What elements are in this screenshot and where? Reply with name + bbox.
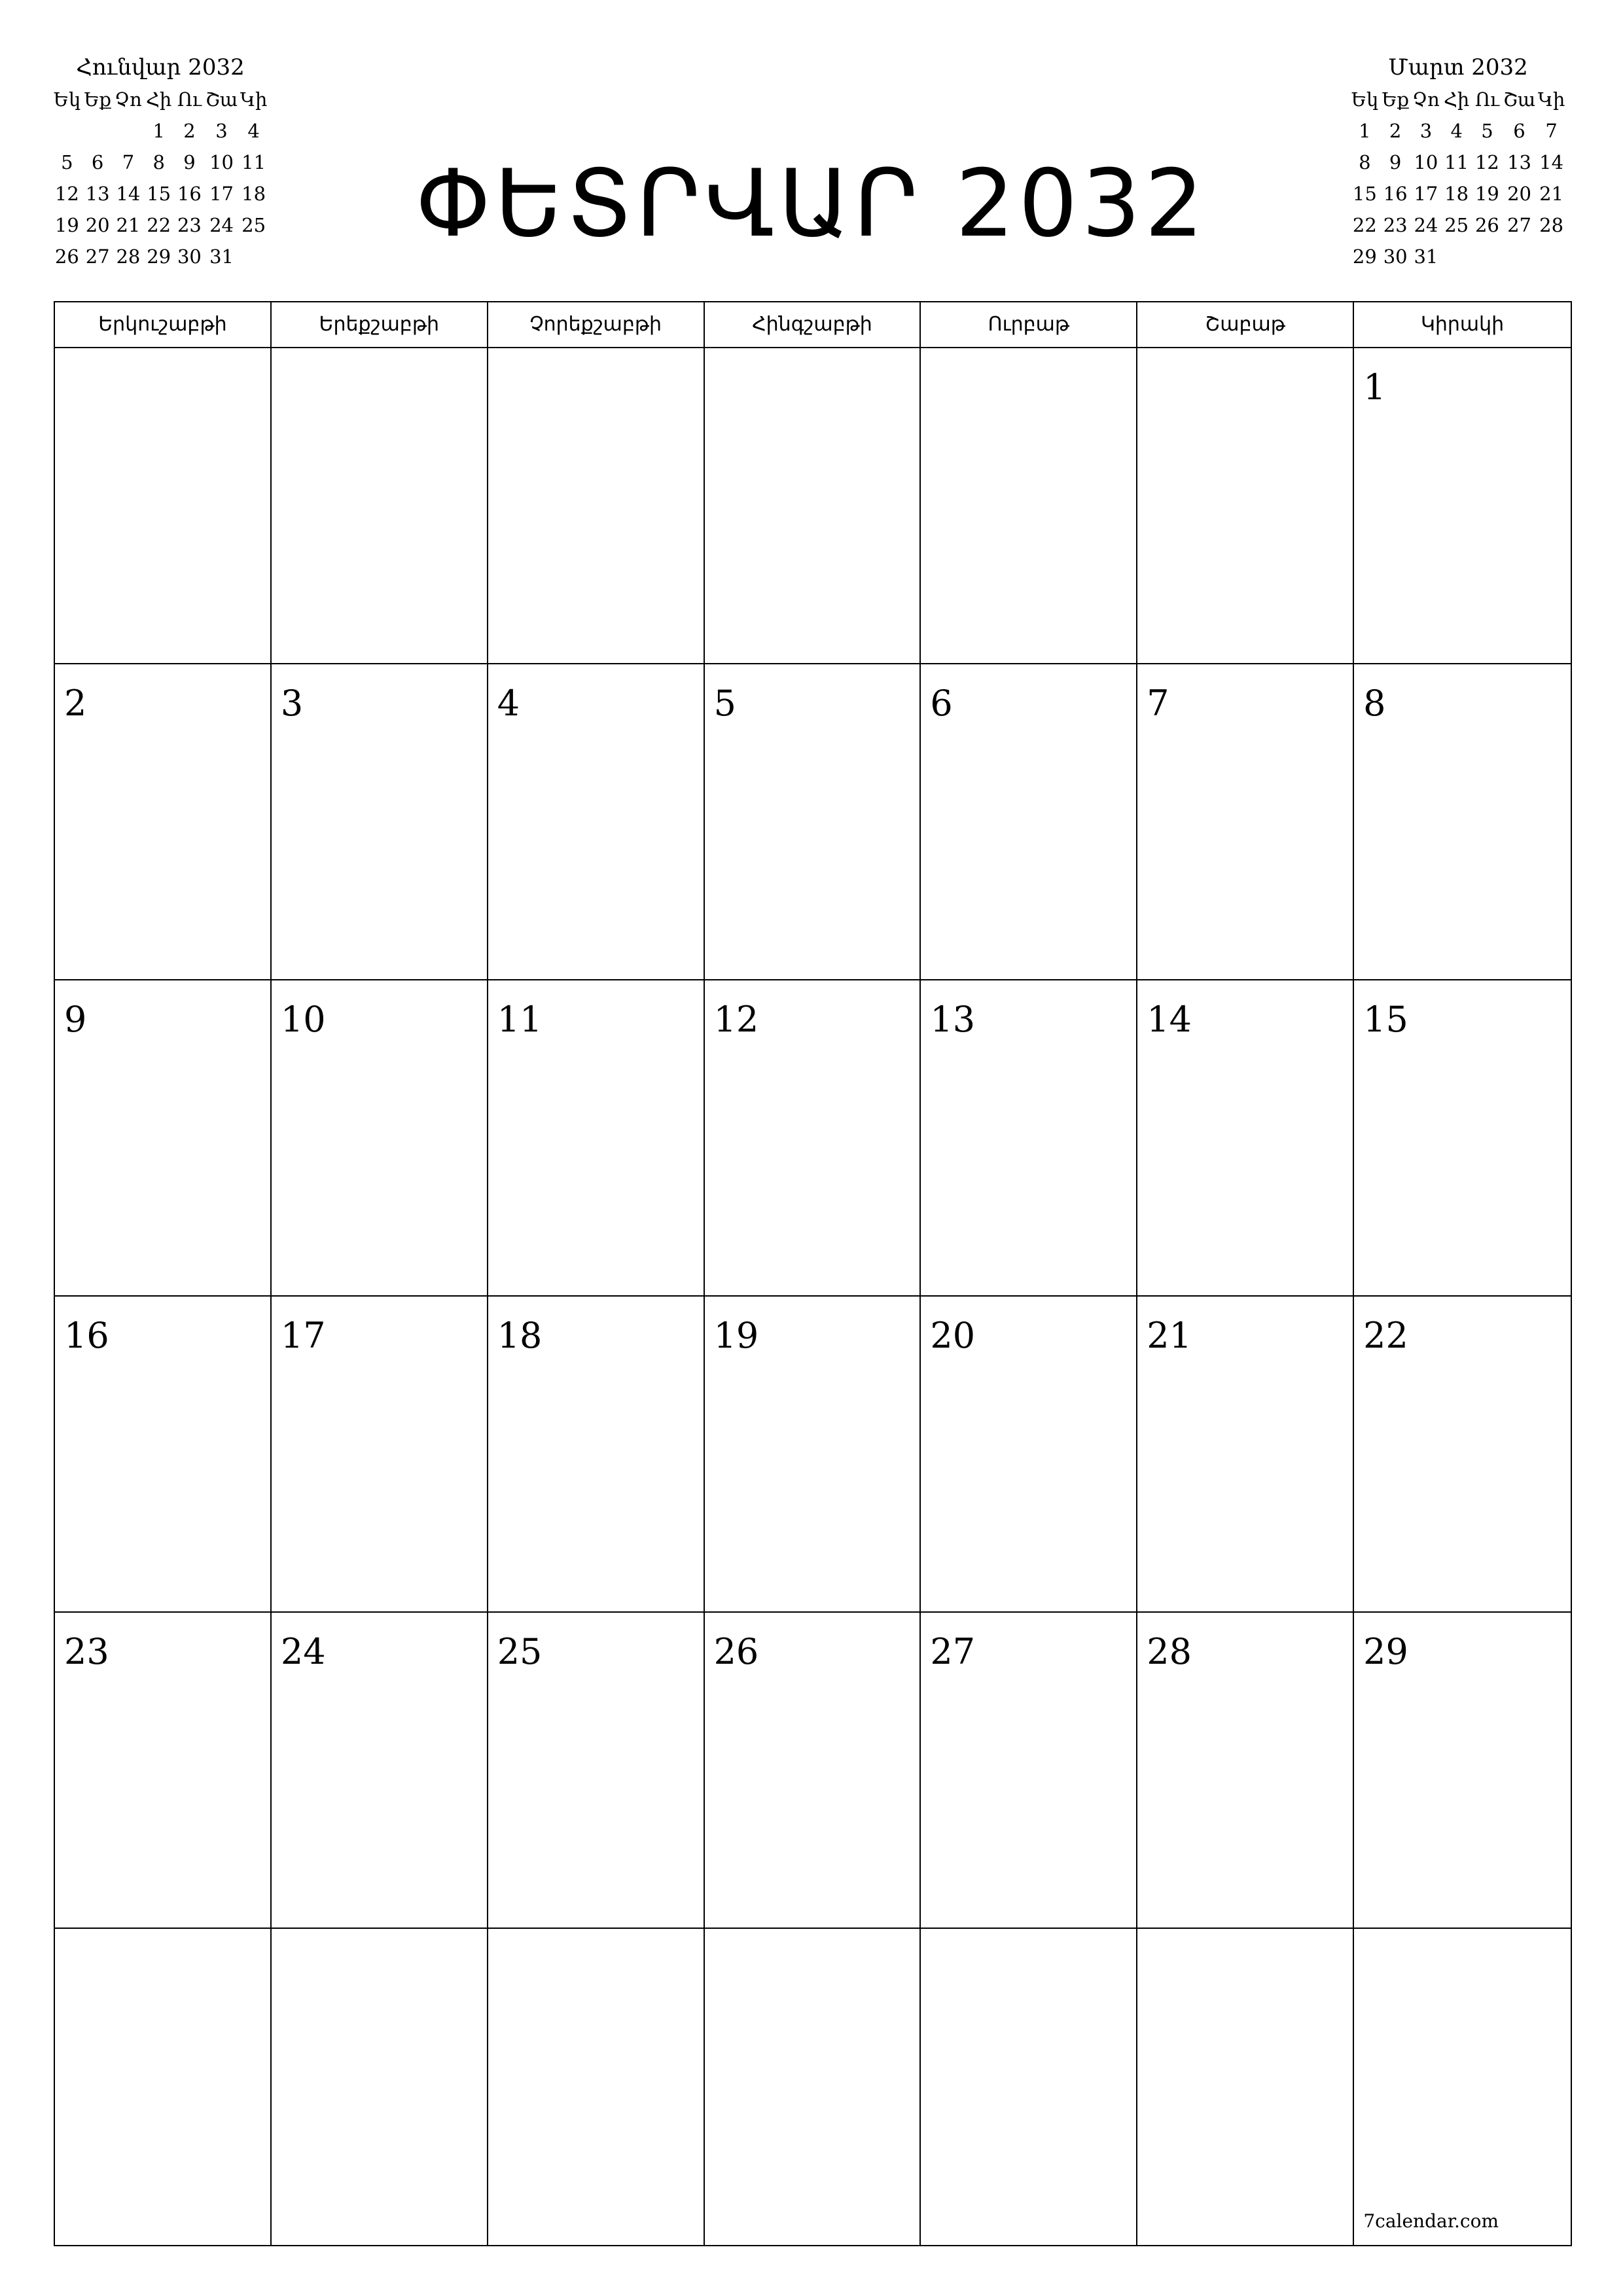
day-number: 6	[930, 683, 953, 724]
day-cell[interactable]	[488, 664, 705, 980]
mini-day: 17	[209, 183, 234, 205]
mini-day: 14	[1539, 151, 1564, 173]
day-number: 25	[497, 1631, 543, 1672]
day-number: 5	[713, 683, 736, 724]
mini-weekday-label: Չո	[114, 88, 142, 111]
day-cell[interactable]	[921, 1613, 1137, 1929]
day-number: 29	[1363, 1631, 1408, 1672]
mini-day: 3	[215, 120, 228, 142]
day-cell[interactable]	[1354, 1929, 1571, 2245]
day-number: 11	[497, 999, 543, 1040]
weekday-header: Երեքշաբթի	[272, 302, 488, 347]
day-number: 17	[280, 1315, 326, 1356]
day-number: 1	[1363, 367, 1386, 408]
mini-day: 27	[85, 245, 110, 268]
page-title: ՓԵՏՐՎԱՐ 2032	[415, 150, 1208, 258]
day-cell[interactable]	[921, 348, 1137, 664]
day-cell[interactable]	[1137, 1929, 1354, 2245]
mini-calendar-grid	[52, 84, 268, 272]
mini-weekday-label: Հի	[146, 88, 172, 111]
day-cell[interactable]	[1137, 664, 1354, 980]
day-cell[interactable]	[705, 348, 921, 664]
day-cell[interactable]	[921, 664, 1137, 980]
day-number: 28	[1147, 1631, 1192, 1672]
day-number: 18	[497, 1315, 543, 1356]
mini-day: 2	[183, 120, 196, 142]
mini-day: 1	[1359, 120, 1371, 142]
mini-day	[83, 115, 113, 147]
mini-day: 22	[1352, 214, 1377, 236]
mini-day: 5	[61, 151, 73, 173]
mini-day: 5	[1481, 120, 1493, 142]
weekday-header: Ուրբաթ	[921, 302, 1137, 347]
mini-day	[1472, 241, 1502, 272]
mini-day: 31	[1414, 245, 1438, 268]
day-cell[interactable]	[1354, 664, 1571, 980]
day-number: 21	[1147, 1315, 1192, 1356]
mini-day: 18	[1444, 183, 1469, 205]
day-number: 2	[64, 683, 87, 724]
day-cell[interactable]	[705, 1297, 921, 1613]
mini-day: 13	[85, 183, 110, 205]
day-grid	[55, 348, 1571, 2245]
day-number: 20	[930, 1315, 976, 1356]
day-number: 3	[280, 683, 304, 724]
mini-weekday-label: Շա	[205, 88, 238, 111]
day-number: 24	[280, 1631, 326, 1672]
mini-day: 29	[147, 245, 171, 268]
mini-day: 9	[1389, 151, 1402, 173]
mini-day: 30	[177, 245, 202, 268]
mini-day: 27	[1507, 214, 1531, 236]
day-number: 12	[713, 999, 759, 1040]
day-cell[interactable]	[1354, 1297, 1571, 1613]
mini-day: 26	[54, 245, 79, 268]
mini-day: 25	[1444, 214, 1469, 236]
mini-day: 6	[91, 151, 104, 173]
mini-day: 7	[1545, 120, 1558, 142]
mini-calendar-title: Մարտ 2032	[1388, 54, 1528, 81]
mini-day	[1537, 241, 1566, 272]
mini-day: 23	[1383, 214, 1408, 236]
day-cell[interactable]	[488, 348, 705, 664]
mini-calendar-previous	[52, 51, 268, 272]
mini-day: 16	[1383, 183, 1408, 205]
mini-calendar-grid	[1350, 84, 1566, 272]
day-cell[interactable]	[1137, 348, 1354, 664]
mini-day	[1442, 241, 1471, 272]
brand-label: 7calendar.com	[1363, 2210, 1499, 2232]
mini-day: 20	[1507, 183, 1531, 205]
mini-day: 15	[147, 183, 171, 205]
day-cell[interactable]	[705, 980, 921, 1297]
mini-day: 14	[116, 183, 141, 205]
mini-day: 22	[147, 214, 171, 236]
month-grid	[54, 301, 1572, 2246]
mini-day: 7	[122, 151, 135, 173]
day-cell[interactable]	[1354, 348, 1571, 664]
mini-day: 4	[247, 120, 260, 142]
day-cell[interactable]	[488, 980, 705, 1297]
day-cell[interactable]	[488, 1613, 705, 1929]
mini-day: 2	[1389, 120, 1402, 142]
day-cell[interactable]	[705, 1613, 921, 1929]
mini-day: 11	[241, 151, 266, 173]
mini-day: 24	[209, 214, 234, 236]
mini-day: 6	[1513, 120, 1525, 142]
mini-day: 28	[116, 245, 141, 268]
day-cell[interactable]	[55, 1613, 272, 1929]
day-number: 23	[64, 1631, 109, 1672]
mini-weekday-label: Չո	[1412, 88, 1440, 111]
mini-day: 28	[1539, 214, 1564, 236]
day-cell[interactable]	[705, 664, 921, 980]
day-cell[interactable]	[1354, 980, 1571, 1297]
mini-day: 21	[1539, 183, 1564, 205]
day-cell[interactable]	[1137, 980, 1354, 1297]
mini-day: 23	[177, 214, 202, 236]
mini-weekday-label: Եկ	[1351, 88, 1379, 111]
day-number: 9	[64, 999, 87, 1040]
mini-day: 12	[1474, 151, 1499, 173]
mini-weekday-label: Ու	[177, 88, 202, 111]
weekday-header: Չորեքշաբթի	[488, 302, 705, 347]
mini-day: 11	[1444, 151, 1469, 173]
day-cell[interactable]	[55, 664, 272, 980]
mini-day: 21	[116, 214, 141, 236]
day-cell[interactable]	[272, 1929, 488, 2245]
mini-day: 1	[152, 120, 165, 142]
mini-day: 12	[54, 183, 79, 205]
mini-day: 30	[1383, 245, 1408, 268]
mini-weekday-label: Եկ	[53, 88, 81, 111]
day-cell[interactable]	[55, 1297, 272, 1613]
weekday-header: Շաբաթ	[1137, 302, 1354, 347]
weekday-header: Երկուշաբթի	[55, 302, 272, 347]
day-cell[interactable]	[488, 1929, 705, 2245]
weekday-header: Կիրակի	[1420, 313, 1505, 336]
mini-weekday-label: Եք	[84, 88, 112, 111]
mini-day	[239, 241, 268, 272]
mini-weekday-label: Կի	[1537, 88, 1565, 111]
mini-weekday-label: Հի	[1444, 88, 1470, 111]
mini-day	[52, 115, 82, 147]
weekday-header-row	[55, 302, 1571, 348]
mini-day: 10	[1414, 151, 1438, 173]
day-number: 26	[713, 1631, 759, 1672]
weekday-header: Հինգշաբթի	[705, 302, 921, 347]
mini-day	[1503, 241, 1535, 272]
mini-day: 25	[241, 214, 266, 236]
mini-day	[114, 115, 143, 147]
day-cell[interactable]	[921, 980, 1137, 1297]
mini-day: 13	[1507, 151, 1531, 173]
mini-day: 31	[209, 245, 234, 268]
day-number: 15	[1363, 999, 1408, 1040]
mini-day: 20	[85, 214, 110, 236]
day-cell[interactable]	[921, 1297, 1137, 1613]
day-number: 19	[713, 1315, 759, 1356]
mini-weekday-label: Կի	[240, 88, 268, 111]
mini-calendar-next	[1350, 51, 1566, 272]
day-cell[interactable]	[55, 1929, 272, 2245]
day-number: 4	[497, 683, 520, 724]
day-cell[interactable]	[55, 980, 272, 1297]
mini-day: 8	[1359, 151, 1371, 173]
day-cell[interactable]	[1137, 1297, 1354, 1613]
day-cell[interactable]	[55, 348, 272, 664]
day-cell[interactable]	[272, 348, 488, 664]
mini-weekday-label: Եք	[1382, 88, 1410, 111]
mini-day: 16	[177, 183, 202, 205]
day-cell[interactable]	[488, 1297, 705, 1613]
day-number: 8	[1363, 683, 1386, 724]
day-number: 13	[930, 999, 976, 1040]
mini-weekday-label: Ու	[1474, 88, 1500, 111]
day-number: 27	[930, 1631, 976, 1672]
day-number: 22	[1363, 1315, 1408, 1356]
mini-day: 8	[152, 151, 165, 173]
mini-day: 19	[1474, 183, 1499, 205]
mini-day: 26	[1474, 214, 1499, 236]
day-cell[interactable]	[705, 1929, 921, 2245]
mini-day: 29	[1352, 245, 1377, 268]
mini-day: 18	[241, 183, 266, 205]
mini-day: 4	[1450, 120, 1463, 142]
day-cell[interactable]	[921, 1929, 1137, 2245]
day-cell[interactable]	[1137, 1613, 1354, 1929]
mini-day: 19	[54, 214, 79, 236]
day-number: 10	[280, 999, 326, 1040]
day-cell[interactable]	[272, 664, 488, 980]
day-cell[interactable]	[1354, 1613, 1571, 1929]
mini-weekday-label: Շա	[1503, 88, 1536, 111]
mini-day: 9	[183, 151, 196, 173]
day-cell[interactable]	[272, 980, 488, 1297]
mini-day: 24	[1414, 214, 1438, 236]
day-number: 7	[1147, 683, 1169, 724]
mini-day: 17	[1414, 183, 1438, 205]
mini-day: 3	[1419, 120, 1433, 142]
mini-day: 10	[209, 151, 234, 173]
mini-calendar-title: Հունվար 2032	[76, 54, 245, 81]
day-number: 14	[1147, 999, 1192, 1040]
day-cell[interactable]	[272, 1613, 488, 1929]
mini-day: 15	[1352, 183, 1377, 205]
day-cell[interactable]	[272, 1297, 488, 1613]
day-number: 16	[64, 1315, 109, 1356]
